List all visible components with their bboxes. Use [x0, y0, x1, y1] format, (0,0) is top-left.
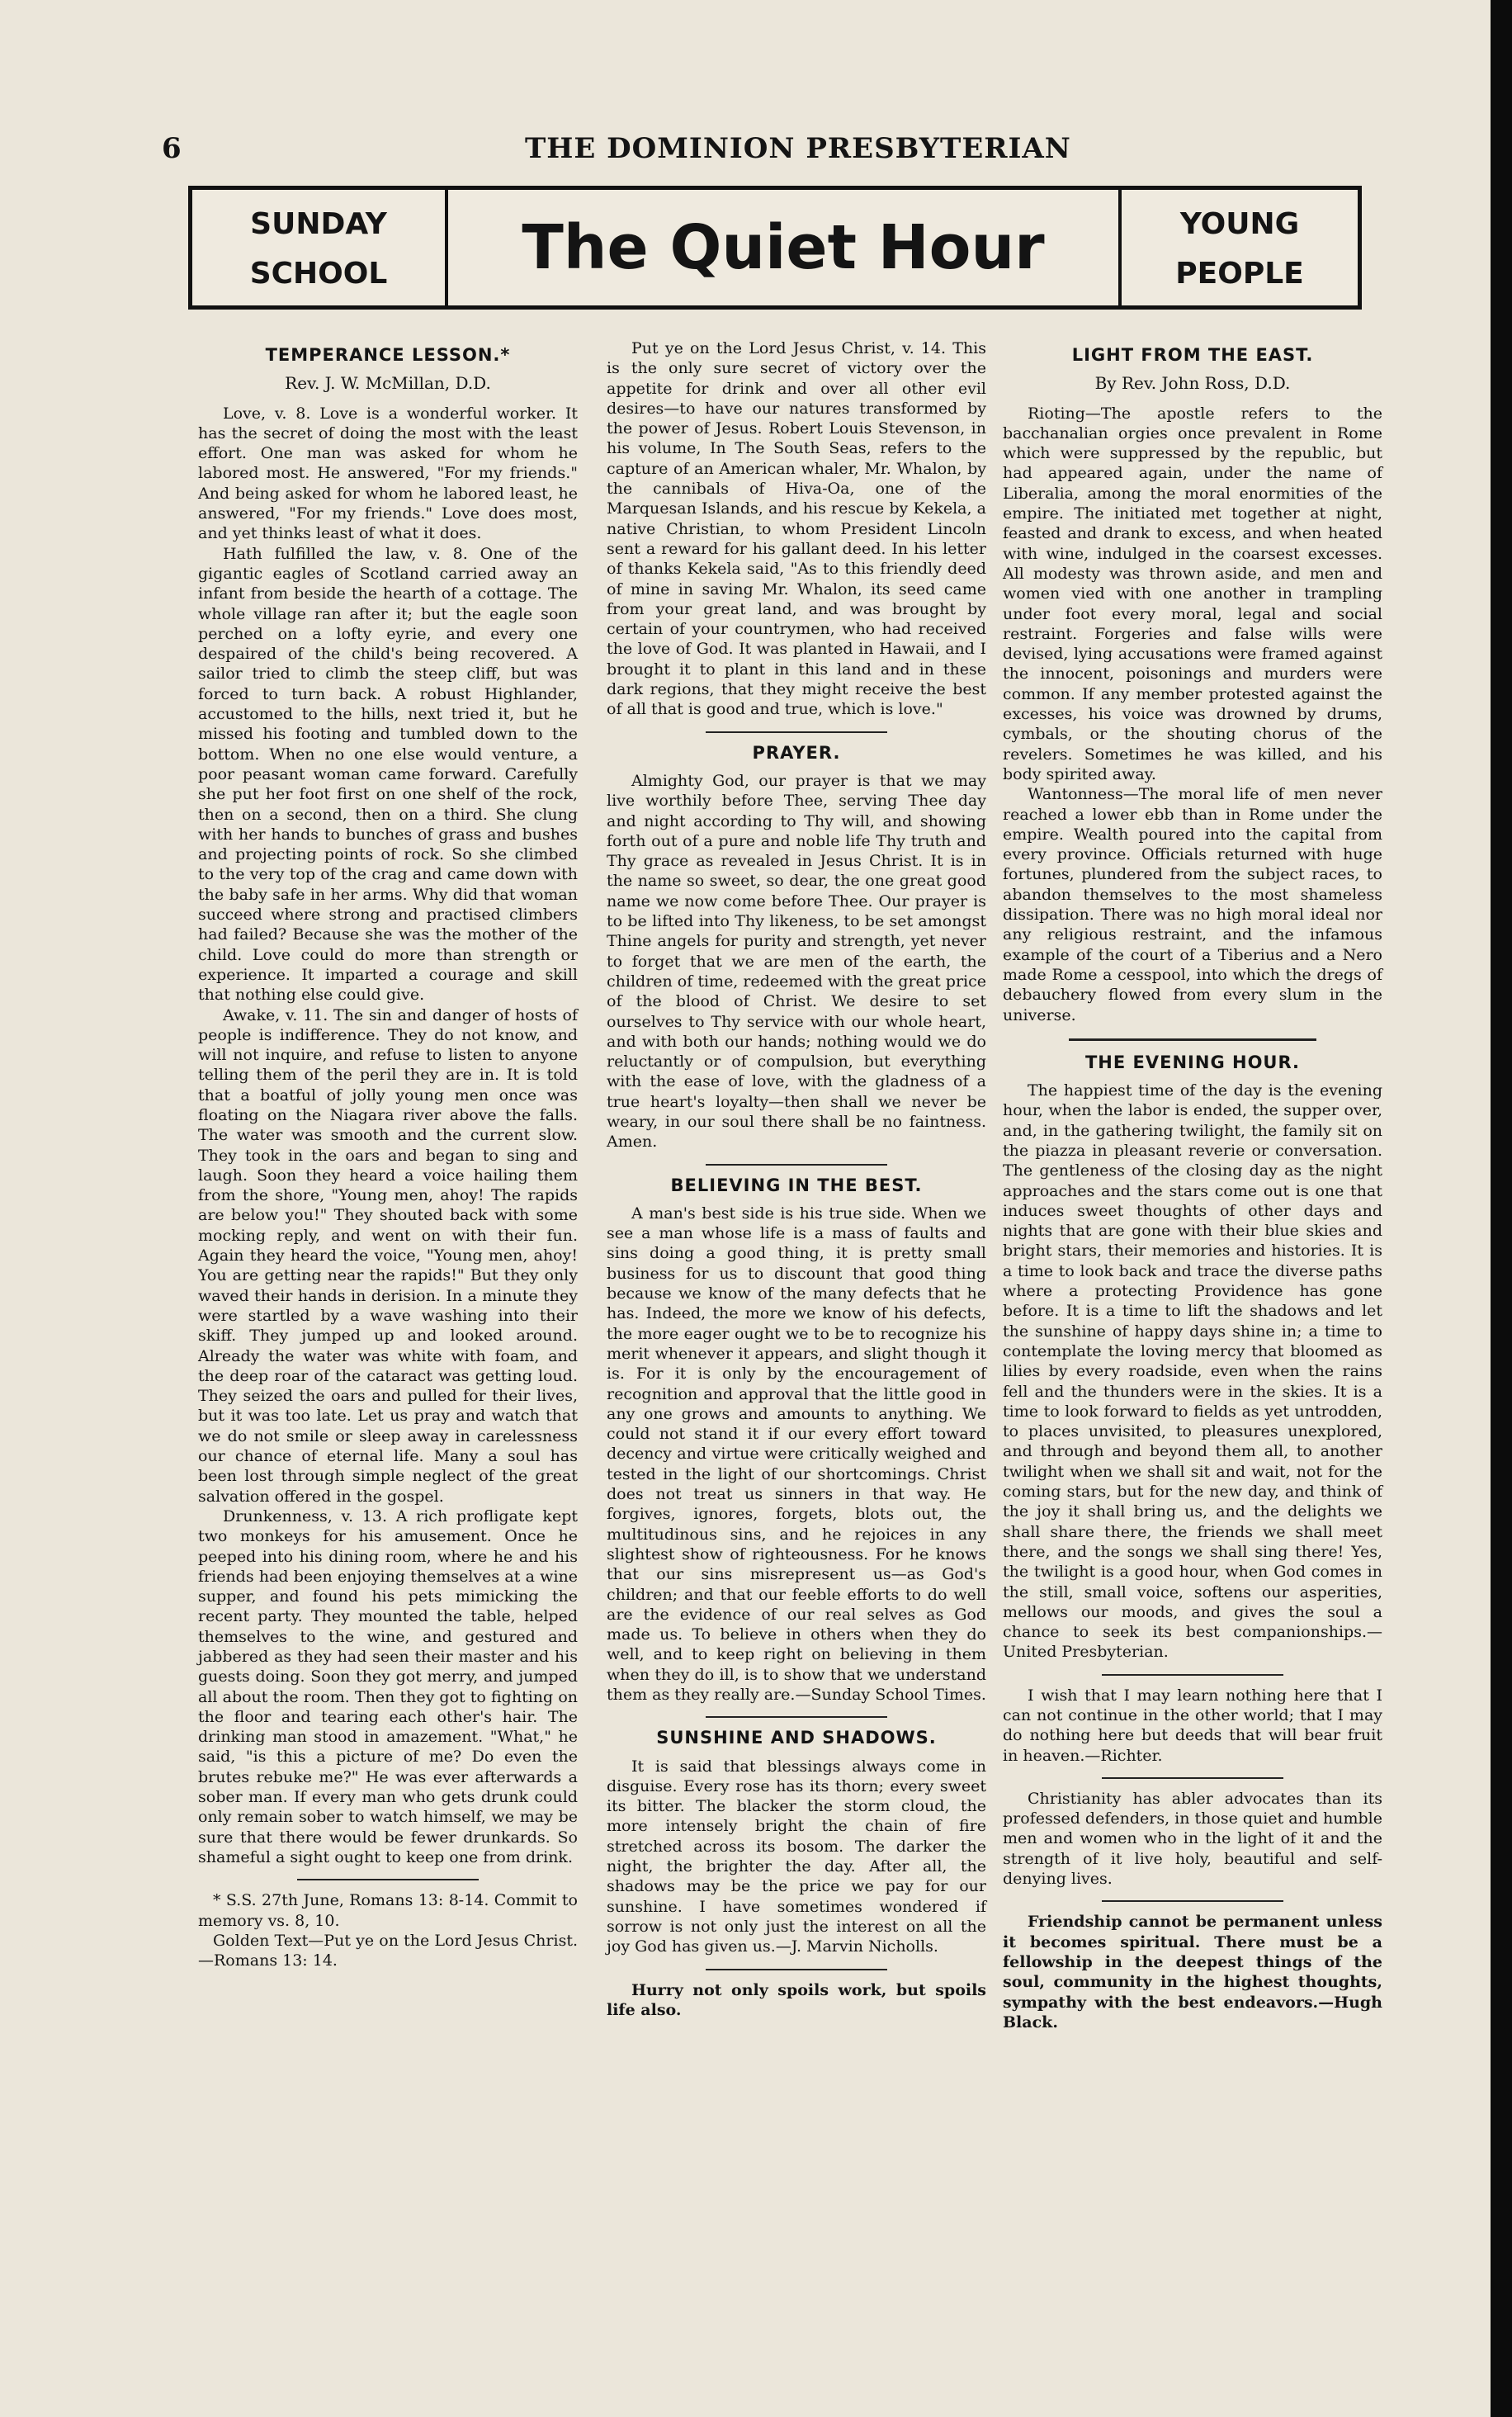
paragraph-awake: Awake, v. 11. The sin and danger of hosts of people is indifference. They do not know, and will not inquire, and refuse to listen to anyone telling them of the peril they are in. It is told that a boatful of jolly young men once was floating on the Niagara river above the falls. The water was smooth and the current slow. They took in the oars and began to sing and laugh. Soon they heard a voice hailing them from the shore, "Young men, ahoy! The rapids are below you!" They shouted back with some mocking reply, and went on with their fun. Again they heard the voice, "Young men, ahoy! You are getting near the rapids!" But they only waved their hands in derision. In a minute they were startled by a wave washing into their skiff. They jumped up and looked around. Already the water was white with foam, and the deep roar of the cataract was getting loud. They seized the oars and pulled for their lives, but it was too late. Let us pray and watch that we do not smile or sleep away in carelessness our chance of eternal life. Many a soul has been lost through simple neglect of the great salvation offered in the gospel. — [198, 1005, 578, 1506]
light-from-east-title: LIGHT FROM THE EAST. — [1071, 345, 1314, 365]
footnote — [198, 1890, 578, 1970]
sunshine-title: SUNSHINE AND SHADOWS. — [656, 1728, 937, 1748]
paragraph-richter: I wish that I may learn nothing here that I can not continue in the other world; that I may do nothing here but deeds that will bear fruit in heaven.—Richter. — [1003, 1686, 1382, 1765]
light-from-east-byline: By Rev. John Ross, D.D. — [1094, 373, 1291, 394]
prayer-title: PRAYER. — [752, 742, 841, 763]
masthead-right-line1: YOUNG — [1179, 207, 1300, 241]
section-divider — [706, 731, 887, 733]
paragraph-sunshine: It is said that blessings always come in disguise. Every rose has its thorn; every sweet its bitter. The blacker the storm cloud, the more intensely bright the chain of fire stretched across its bosom. The darker the night, the brighter the day. After all, the shadows may be the price we pay for our sunshine. I have sometimes wondered if sorrow is not only just the interest on all the joy God has given us.—J. Marvin Nicholls. — [607, 1757, 986, 1956]
paragraph-believing: A man's best side is his true side. When we see a man whose life is a mass of faults and sins doing a good thing, it is pretty small business for us to discount that good thing because we know of the many defects that he has. Indeed, the more we know of his defects, the more eager ought we to be to recognize his merit whenever it appears, and slight though it is. For it is only by the encouragement of recognition and approval that the little good in any one grows and amounts to anything. We could not stand it if our every effort toward decency and virtue were critically weighed and tested in the light of our shortcomings. Christ does not treat us sinners in that way. He forgives, ignores, forgets, blots out, the multitudinous sins, and he rejoices in any slightest show of righteousness. For he knows that our sins misrepresent us—as God's children; and that our feeble efforts to do well are the evidence of our real selves as God made us. To believe in others when they do well, and to keep right on believing in them when they do ill, is to show that we understand them as they really are.—Sunday School Times. — [607, 1204, 986, 1704]
paragraph-drunkenness: Drunkenness, v. 13. A rich profligate kept two monkeys for his amusement. Once he peeped into his dining room, where he and his friends had been enjoying themselves at a wine supper, and found his pets mimicking the recent party. They mounted the table, helped themselves to the wine, and gestured and jabbered as they had seen their master and his guests doing. Soon they got merry, and jumped all about the room. Then they got to fighting on the floor and tearing each other's hair. The drinking man stood in amazement. "What," he said, "is this a picture of me? Do even the brutes rebuke me?" He was ever afterwards a sober man. If every man who gets drunk could only remain sober to watch himself, we may be sure that there would be fewer drunkards. So shameful a sight ought to keep one from drink. — [198, 1506, 578, 1866]
paragraph-hath-fulfilled: Hath fulfilled the law, v. 8. One of the gigantic eagles of Scotland carried away an infant from beside the hearth of a cottage. The whole village ran after it; but the eagle soon perched on a lofty eyrie, and every one despaired of the child's being recovered. A sailor tried to climb the steep cliff, but was forced to turn back. A robust Highlander, accustomed to the hills, next tried it, but he missed his footing and tumbled down to the bottom. When no one else would venture, a poor peasant woman came forward. Carefully she put her foot first on one shelf of the rock, then on a second, then on a third. She clung with her hands to bunches of grass and bushes and projecting points of rock. So she climbed to the very top of the crag and came down with the baby safe in her arms. Why did that woman succeed where strong and practised climbers had failed? Because she was the mother of the child. Love could do more than strength or experience. It imparted a courage and skill that nothing else could give. — [198, 544, 578, 1005]
section-divider — [1102, 1674, 1283, 1676]
footnote-golden-text: Golden Text—Put ye on the Lord Jesus Christ.—Romans 13: 14. — [198, 1931, 578, 1970]
section-divider — [1069, 1038, 1316, 1041]
journal-title: THE DOMINION PRESBYTERIAN — [525, 132, 1071, 165]
masthead-left-line2: SCHOOL — [249, 257, 388, 291]
temperance-lesson-byline: Rev. J. W. McMillan, D.D. — [285, 373, 491, 394]
section-divider — [297, 1879, 479, 1880]
section-divider — [706, 1969, 887, 1970]
paragraph-christianity: Christianity has abler advocates than its professed defenders, in those quiet and humble men and women who in the light of it and the strength of it live holy, beautiful and self-denying lives. — [1003, 1789, 1382, 1889]
masthead-left-line1: SUNDAY — [250, 207, 387, 241]
paragraph-friendship: Friendship cannot be permanent unless it becomes spiritual. There must be a fellowship in the deepest things of the soul, community in the highest thoughts, sympathy with the best endeavors.—Hugh Black. — [1003, 1913, 1382, 2032]
paragraph-prayer: Almighty God, our prayer is that we may live worthily before Thee, serving Thee day and night according to Thy will, and showing forth out of a pure and noble life Thy truth and Thy grace as revealed in Jesus Christ. It is in the name so sweet, so dear, the one great good name we now come before Thee. Our prayer is to be lifted into Thy likeness, to be set amongst Thine angels for purity and strength, yet never to forget that we are men of the earth, the children of time, redeemed with the great price of the blood of Christ. We desire to set ourselves to Thy service with our whole heart, and with both our hands; nothing would we do reluctantly or of compulsion, but everything with the ease of love, with the gladness of a true heart's loyalty—then shall we never be weary, in our soul there shall be no faintness. Amen. — [607, 771, 986, 1152]
temperance-lesson-title: TEMPERANCE LESSON.* — [265, 345, 511, 365]
section-divider — [1102, 1777, 1283, 1779]
masthead-box — [188, 186, 1362, 310]
column-3 — [1003, 338, 1382, 2032]
paragraph-evening: The happiest time of the day is the evening hour, when the labor is ended, the supper over, and, in the gathering twilight, the family sit on the piazza in pleasant reverie or conversation. The gentleness of the closing day as the night approaches and the stars come out is one that induces sweet thoughts of other days and nights that are gone with their blue skies and bright stars, their memories and histories. It is a time to look back and trace the diverse paths where a protecting Providence has gone before. It is a time to lift the shadows and let the sunshine of happy days shine in; a time to contemplate the loving mercy that bloomed as lilies by every roadside, even when the rains fell and the thunders were in the skies. It is a time to look forward to fields as yet untrodden, to places unvisited, to pleasures unexplored, and through and beyond them all, to another twilight when we shall sit and wait, not for the coming stars, but for the new day, and think of the joy it shall bring us, and the delights we shall share there, the friends we shall meet there, and the songs we shall sing there! Yes, the twilight is a good hour, when God comes in the still, small voice, softens our asperities, mellows our moods, and gives the soul a chance to seek its best companionships.—United Presbyterian. — [1003, 1081, 1382, 1662]
section-divider — [1102, 1900, 1283, 1902]
paragraph-put-ye-on: Put ye on the Lord Jesus Christ, v. 14. This is the only sure secret of victory over the appetite for drink and over all other evil desires—to have our natures transformed by the power of Jesus. Robert Louis Stevenson, in his volume, In The South Seas, refers to the capture of an American whaler, Mr. Whalon, by the cannibals of Hiva-Oa, one of the Marquesan Islands, and his rescue by Kekela, a native Christian, to whom President Lincoln sent a reward for his gallant deed. In his letter of thanks Kekela said, "As to this friendly deed of mine in saving Mr. Whalon, its seed came from your great land, and was brought by certain of your countrymen, who had received the love of God. It was planted in Hawaii, and I brought it to plant in this land and in these dark regions, that they might receive the best of all that is good and true, which is love." — [607, 339, 986, 719]
column-2 — [607, 338, 986, 2020]
footnote-scripture: * S.S. 27th June, Romans 13: 8-14. Commit to memory vs. 8, 10. — [198, 1891, 578, 1930]
masthead-title: The Quiet Hour — [522, 212, 1045, 283]
masthead-left-panel — [192, 190, 448, 305]
masthead-right-panel — [1118, 190, 1358, 305]
believing-title: BELIEVING IN THE BEST. — [670, 1175, 923, 1195]
paragraph-rioting: Rioting—The apostle refers to the bacchanalian orgies once prevalent in Rome which were suppressed by the republic, but had appeared again, under the name of Liberalia, among the moral enormities of the empire. The initiated met together at night, feasted and drank to excess, and when heated with wine, indulged in the coarsest excesses. All modesty was thrown aside, and men and women vied with one another in trampling under foot every moral, legal and social restraint. Forgeries and false wills were devised, lying accusations were framed against the innocent, poisonings and murders were common. If any member protested against the excesses, his voice was drowned by drums, cymbals, or the shouting chorus of the revelers. Sometimes he was killed, and his body spirited away. — [1003, 404, 1382, 783]
paragraph-love: Love, v. 8. Love is a wonderful worker. It has the secret of doing the most with the least effort. One man was asked for whom he labored most. He answered, "For my friends." And being asked for whom he labored least, he answered, "For my friends." Love does most, and yet thinks least of what it does. — [198, 404, 578, 543]
evening-hour-title: THE EVENING HOUR. — [1084, 1052, 1301, 1072]
paragraph-hurry: Hurry not only spoils work, but spoils life also. — [607, 1980, 986, 2019]
masthead-right-line2: PEOPLE — [1175, 257, 1304, 291]
section-divider — [706, 1164, 887, 1166]
running-head — [162, 132, 1342, 170]
section-divider — [706, 1716, 887, 1718]
column-1 — [198, 338, 578, 1970]
paragraph-wantonness: Wantonness—The moral life of men never reached a lower ebb than in Rome under the empire. Wealth poured into the capital from every province. Officials returned with huge fortunes, plundered from the subject races, to abandon themselves to the most shameless dissipation. There was no high moral ideal nor any religious restraint, and the infamous example of the court of a Tiberius and a Nero made Rome a cesspool, into which the dregs of debauchery flowed from every slum in the universe. — [1003, 785, 1382, 1024]
page-number: 6 — [162, 132, 182, 165]
scan-page-edge — [1491, 0, 1512, 2417]
